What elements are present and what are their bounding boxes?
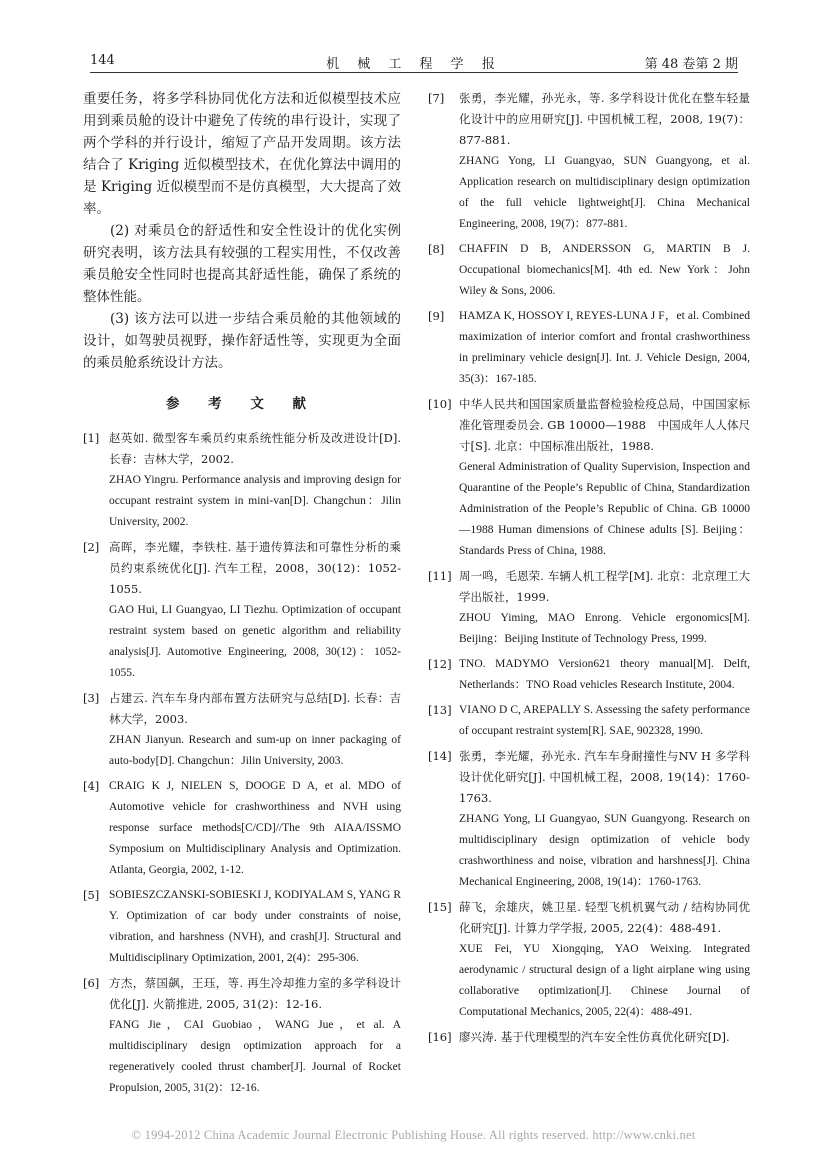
volume-issue: 第 48 卷第 2 期 xyxy=(644,57,738,72)
reference-item xyxy=(428,746,750,893)
reference-number: [8] xyxy=(428,242,445,256)
reference-item xyxy=(83,776,401,881)
reference-number: [13] xyxy=(428,703,452,717)
reference-text-en: General Administration of Quality Supervision, Inspection and Quarantine of the People’s Republic of China, Standardization Administration of the People’s Republic of China. GB 10000—1988 Human dimensions of Chinese adults [S]. Beijing：Standards Press of China, 1988. xyxy=(459,461,750,557)
reference-item xyxy=(428,239,750,302)
reference-text-en: ZHOU Yiming, MAO Enrong. Vehicle ergonomics[M]. Beijing：Beijing Institute of Technology Press, 1999. xyxy=(459,612,750,645)
reference-text-cn: 占建云. 汽车车身内部布置方法研究与总结[D]. 长春：吉林大学，2003. xyxy=(109,691,401,726)
reference-text-cn: 赵英如. 微型客车乘员约束系统性能分析及改进设计[D]. 长春：吉林大学，2002. xyxy=(109,431,401,466)
reference-item xyxy=(428,566,750,650)
copyright-footer: © 1994-2012 China Academic Journal Electronic Publishing House. All rights reserved. http://www.cnki.net xyxy=(131,1128,696,1142)
reference-text-en: XUE Fei, YU Xiongqing, YAO Weixing. Integrated aerodynamic / structural design of a light airplane wing using collaborative optimization[J]. Chinese Journal of Computational Mechanics, 2005, 22(4)：488-491. xyxy=(459,943,750,1018)
reference-text-en: HAMZA K, HOSSOY I, REYES-LUNA J F，et al. Combined maximization of interior comfort and frontal crashworthiness in preliminary vehicle design[J]. Int. J. Vehicle Design, 2004, 35(3)：167-185. xyxy=(459,310,750,385)
reference-text-en: TNO. MADYMO Version621 theory manual[M]. Delft, Netherlands：TNO Road vehicles Research Institute, 2004. xyxy=(459,658,750,691)
reference-list-right xyxy=(428,88,750,1048)
reference-text-en: ZHAO Yingru. Performance analysis and improving design for occupant restraint system in mini-van[D]. Changchun：Jilin University, 2002. xyxy=(109,474,401,528)
reference-text-en: ZHAN Jianyun. Research and sum-up on inner packaging of auto-body[D]. Changchun：Jilin University, 2003. xyxy=(109,734,401,767)
reference-number: [15] xyxy=(428,900,452,914)
reference-text-cn: 中华人民共和国国家质量监督检验检疫总局，中国国家标准化管理委员会. GB 10000—1988 中国成年人人体尺寸[S]. 北京：中国标准出版社，1988. xyxy=(459,397,750,453)
reference-text-cn: 廖兴涛. 基于代理模型的汽车安全性仿真优化研究[D]. xyxy=(459,1030,730,1044)
page-number: 144 xyxy=(90,53,115,68)
journal-title: 机 械 工 程 学 报 xyxy=(326,57,502,72)
reference-item xyxy=(428,394,750,562)
reference-number: [11] xyxy=(428,569,452,583)
reference-text-cn: 张勇，李光耀，孙光永. 汽车车身耐撞性与NV H 多学科设计优化研究[J]. 中国机械工程，2008, 19(14)：1760-1763. xyxy=(459,749,750,805)
reference-number: [10] xyxy=(428,397,452,411)
reference-text-cn: 张勇，李光耀，孙光永，等. 多学科设计优化在整车轻量化设计中的应用研究[J]. 中国机械工程，2008, 19(7)：877-881. xyxy=(459,91,750,147)
reference-text-cn: 薛飞，余雄庆，姚卫星. 轻型飞机机翼气动 / 结构协同优化研究[J]. 计算力学学报, 2005, 22(4)：488-491. xyxy=(459,900,750,935)
reference-number: [12] xyxy=(428,657,452,671)
reference-item xyxy=(428,1027,750,1048)
body-paragraph: (3) 该方法可以进一步结合乘员舱的其他领域的设计，如驾驶员视野，操作舒适性等，实现更为全面的乘员舱系统设计方法。 xyxy=(83,311,401,371)
reference-item xyxy=(428,88,750,235)
reference-number: [1] xyxy=(83,431,100,445)
reference-number: [5] xyxy=(83,888,100,902)
reference-text-en: CHAFFIN D B, ANDERSSON G, MARTIN B J. Occupational biomechanics[M]. 4th ed. New York：John Wiley & Sons, 2006. xyxy=(459,243,750,297)
left-column xyxy=(83,88,401,1103)
reference-number: [14] xyxy=(428,749,452,763)
reference-item xyxy=(428,654,750,696)
reference-item xyxy=(428,897,750,1023)
reference-text-en: ZHANG Yong, LI Guangyao, SUN Guangyong, et al. Application research on multidisciplinary design optimization of the full vehicle lightweight[J]. China Mechanical Engineering, 2008, 19(7)：877-881. xyxy=(459,155,750,230)
body-paragraph: (2) 对乘员仓的舒适性和安全性设计的优化实例研究表明，该方法具有较强的工程实用性，不仅改善乘员舱安全性同时也提高其舒适性能，确保了系统的整体性能。 xyxy=(83,223,401,305)
reference-text-cn: 方杰，蔡国飙，王珏，等. 再生冷却推力室的多学科设计优化[J]. 火箭推进, 2005, 31(2)：12-16. xyxy=(109,976,401,1011)
reference-number: [2] xyxy=(83,540,100,554)
reference-number: [6] xyxy=(83,976,100,990)
reference-number: [4] xyxy=(83,779,100,793)
page-header xyxy=(90,50,738,73)
reference-number: [9] xyxy=(428,309,445,323)
reference-text-en: ZHANG Yong, LI Guangyao, SUN Guangyong. Research on multidisciplinary design optimization of vehicle body crashworthiness and noise, vibration and harshness[J]. China Mechanical Engineering, 2008, 19(14)：1760-1763. xyxy=(459,813,750,888)
reference-number: [16] xyxy=(428,1030,452,1044)
reference-text-en: CRAIG K J, NIELEN S, DOOGE D A, et al. MDO of Automotive vehicle for crashworthiness and NVH using response surface methods[C/CD]//The 9th AIAA/ISSMO Symposium on Multidisciplinary Analysis and Optimization. Atlanta, Georgia, 2002, 1-12. xyxy=(109,780,401,876)
reference-text-en: FANG Jie，CAI Guobiao，WANG Jue，et al. A multidisciplinary design optimization approach for a regeneratively cooled thrust chamber[J]. Journal of Rocket Propulsion, 2005, 31(2)：12-16. xyxy=(109,1019,401,1094)
right-column xyxy=(428,88,750,1052)
reference-number: [3] xyxy=(83,691,100,705)
reference-text-en: SOBIESZCZANSKI-SOBIESKI J, KODIYALAM S, YANG R Y. Optimization of car body under constraints of noise, vibration, and harshness (NVH), and crash[J]. Structural and Multidisciplinary Optimization, 2001, 2(4)：295-306. xyxy=(109,889,401,964)
reference-text-cn: 周一鸣，毛恩荣. 车辆人机工程学[M]. 北京：北京理工大学出版社，1999. xyxy=(459,569,750,604)
reference-item xyxy=(428,700,750,742)
reference-text-en: GAO Hui, LI Guangyao, LI Tiezhu. Optimization of occupant restraint system based on genetic algorithm and reliability analysis[J]. Automotive Engineering, 2008, 30(12)：1052-1055. xyxy=(109,604,401,679)
reference-item xyxy=(83,428,401,533)
reference-item xyxy=(83,688,401,772)
reference-list-left xyxy=(83,428,401,1099)
reference-number: [7] xyxy=(428,91,445,105)
reference-item xyxy=(83,885,401,969)
reference-item xyxy=(83,537,401,684)
reference-item xyxy=(428,306,750,390)
body-paragraph: 重要任务，将多学科协同优化方法和近似模型技术应用到乘员舱的设计中避免了传统的串行设计，实现了两个学科的并行设计，缩短了产品开发周期。该方法结合了 Kriging 近似模型技术，在优化算法中调用的是 Kriging 近似模型而不是仿真模型，大大提高了效率。 xyxy=(83,91,401,217)
reference-item xyxy=(83,973,401,1099)
reference-text-cn: 高晖，李光耀，李铁柱. 基于遗传算法和可靠性分析的乘员约束系统优化[J]. 汽车工程，2008，30(12)：1052-1055. xyxy=(109,540,401,596)
reference-text-en: VIANO D C, AREPALLY S. Assessing the safety performance of occupant restraint system[R]. SAE, 902328, 1990. xyxy=(459,704,750,737)
references-heading: 参 考 文 献 xyxy=(165,396,319,412)
